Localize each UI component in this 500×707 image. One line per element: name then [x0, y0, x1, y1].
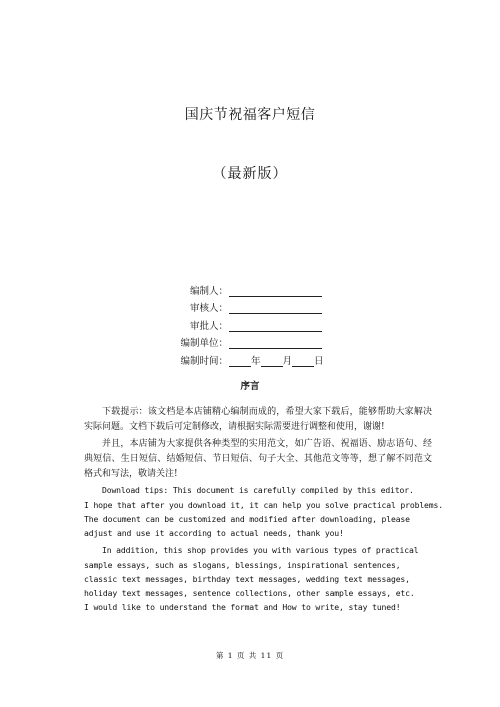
year-label: 年 [251, 355, 261, 367]
cn-paragraph-2: 并且，本店铺为大家提供各种类型的实用范文，如广告语、祝福语、励志语句、经典短信、生日短信、结婚短信、节日短信、句子大全、其他范文等等，想了解不同范文格式和写法，敬请关注! [84, 438, 432, 480]
en-paragraph-2 [84, 543, 432, 614]
approver-row [170, 314, 350, 332]
unit-blank-line [229, 337, 322, 349]
en-paragraph-2-line: holiday text messages, sentence collections, other sample essays, etc. [84, 587, 415, 598]
en-paragraph-1-line: The document can be customized and modified after downloading, please [84, 513, 410, 524]
document-title: 国庆节祝福客户短信 [184, 107, 316, 123]
en-paragraph-2-line: sample essays, such as slogans, blessings, inspirational sentences, [84, 559, 401, 570]
unit-row [170, 332, 350, 350]
reviewer-blank-line [229, 302, 322, 314]
en-paragraph-1-line: adjust and use it according to actual needs, thank you! [84, 528, 344, 539]
day-label: 日 [314, 355, 324, 367]
year-blank-line [229, 355, 251, 367]
editor-blank-line [229, 285, 322, 297]
editor-row [170, 279, 350, 297]
month-label: 月 [282, 355, 293, 367]
reviewer-label: 审核人： [189, 303, 228, 314]
en-paragraph-2-line: In addition, this shop provides you with various types of practical [102, 545, 419, 556]
date-label: 编制时间： [180, 355, 228, 367]
en-paragraph-2-line: I would like to understand the format and How to write, stay tuned! [84, 602, 401, 613]
date-field [229, 353, 324, 367]
reviewer-row [170, 297, 350, 315]
document-subtitle: （最新版） [212, 166, 288, 182]
en-paragraph-1 [84, 483, 443, 540]
en-paragraph-2-line: classic text messages, birthday text messages, wedding text messages, [84, 573, 410, 584]
unit-label: 编制单位： [180, 338, 228, 349]
cn-paragraph-1: 下载提示：该文档是本店铺精心编制而成的，希望大家下载后，能够帮助大家解决实际问题。文档下载后可定制修改，请根据实际需要进行调整和使用，谢谢! [84, 407, 432, 433]
en-paragraph-1-line: Download tips: This document is carefully compiled by this editor. [102, 485, 414, 496]
preface-body [84, 405, 443, 617]
month-blank-line [261, 355, 283, 367]
metadata-block [170, 279, 350, 367]
preface-title: 序言 [240, 381, 260, 392]
approver-label: 审批人： [189, 320, 228, 332]
page-footer: 第 1 页 共 11 页 [215, 651, 285, 660]
editor-label: 编制人： [189, 285, 228, 297]
day-blank-line [292, 355, 314, 367]
en-paragraph-1-line: I hope that after you download it, it can help you solve practical problems. [84, 499, 443, 510]
approver-blank-line [229, 320, 322, 332]
date-row [170, 349, 350, 367]
